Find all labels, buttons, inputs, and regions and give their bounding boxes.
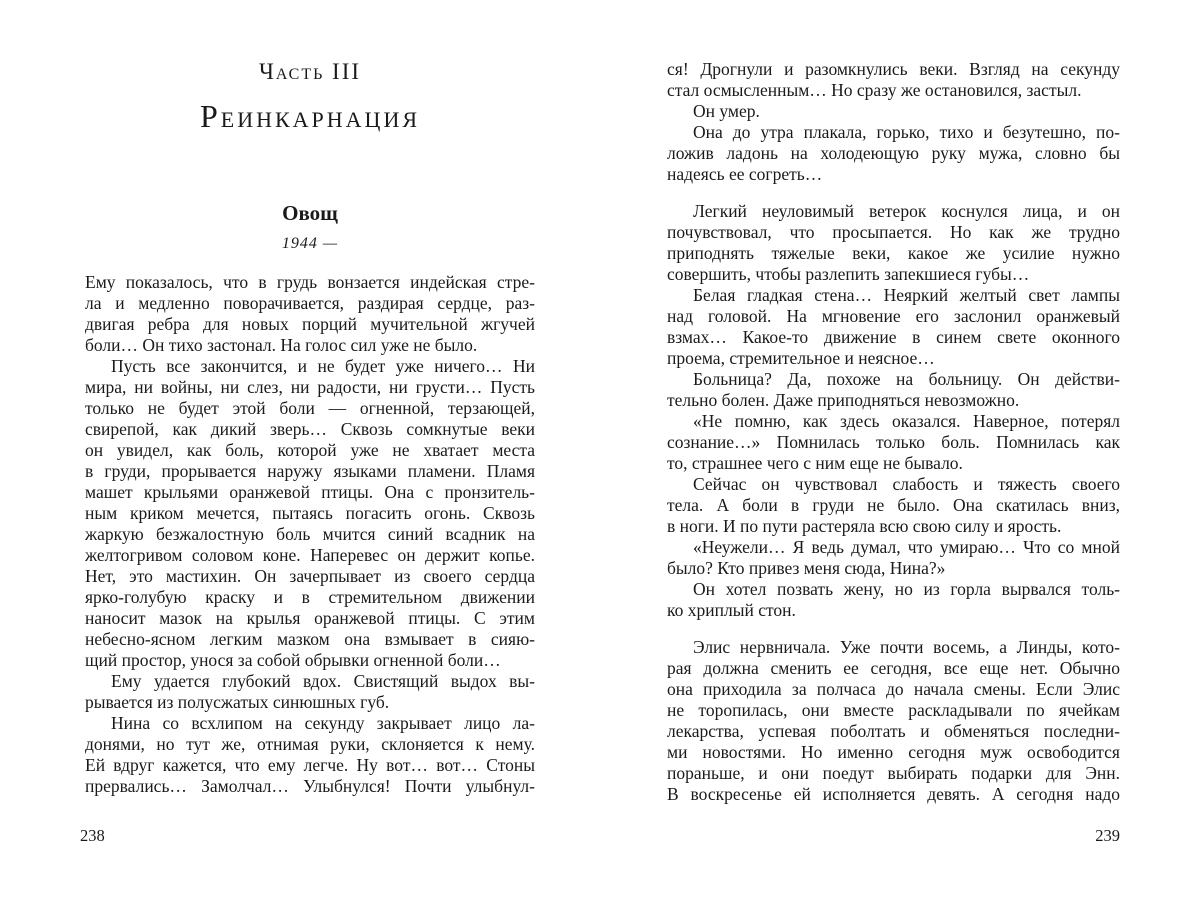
text-line: Нина со всхлипом на секунду закрывает лицо ла- — [111, 713, 535, 733]
page-right — [667, 0, 1120, 900]
paragraph — [667, 101, 1120, 122]
page-left — [80, 0, 535, 900]
text-line: она приходила за полчаса до начала смены. Если Элис — [667, 679, 1120, 699]
part-title: Реинкарнация — [199, 98, 421, 134]
text-line: в ноги. И по пути растеряла всю свою силу и ярость. — [667, 516, 1062, 536]
page-right-body-text — [667, 59, 1120, 805]
text-line: Ей вдруг кажется, что ему легче. Ну вот… вот… Стоны — [85, 755, 535, 775]
text-line: небесно-ясном легким мазком она взмывает в сияю- — [85, 629, 535, 649]
text-line: жаркую безжалостную боль мчится синий всадник на — [85, 524, 535, 544]
chapter-title: Овощ — [282, 201, 338, 225]
text-line: надеясь ее согреть… — [667, 164, 823, 184]
text-line: свирепой, как дикий зверь… Сквозь сомкнутые веки — [85, 419, 535, 439]
text-line: Пусть все закончится, и не будет уже ничего… Ни — [111, 356, 535, 376]
page-left-body-text — [85, 272, 535, 797]
text-line: совершить, чтобы разлепить запекшиеся губы… — [667, 264, 1030, 284]
paragraph — [667, 579, 1120, 621]
text-line: он увидел, как боль, которой уже не хватает места — [85, 440, 535, 460]
text-line: боли… Он тихо застонал. На голос сил уже не было. — [85, 335, 478, 355]
text-line: ложив ладонь на холодеющую руку мужа, словно бы — [667, 143, 1120, 163]
text-line: мира, ни войны, ни слез, ни радости, ни грусти… Пусть — [85, 377, 535, 397]
text-line: «Неужели… Я ведь думал, что умираю… Что со мной — [693, 537, 1120, 557]
text-line: приподнять тяжелые веки, какое же усилие нужно — [667, 243, 1120, 263]
text-line: ярко-голубую краску и в стремительном движении — [85, 587, 535, 607]
text-line: двигая ребра для новых порций мучительной жгучей — [85, 314, 535, 334]
text-line: Сейчас он чувствовал слабость и тяжесть своего — [693, 474, 1120, 494]
text-line: то, страшнее чего с ним еще не бывало. — [667, 453, 963, 473]
paragraph — [85, 713, 535, 797]
paragraph — [85, 356, 535, 671]
text-line: Ему показалось, что в грудь вонзается индейская стре- — [85, 272, 535, 292]
text-line: почувствовал, что просыпается. Но как же трудно — [667, 222, 1120, 242]
paragraph — [667, 59, 1120, 101]
text-line: лекарства, успевая поболтать и обменяться последни- — [667, 721, 1120, 741]
paragraph — [667, 201, 1120, 285]
text-line: тела. А боли в груди не было. Она скатилась вниз, — [667, 495, 1120, 515]
part-label: Часть III — [258, 59, 362, 84]
text-line: пораньше, и они поедут выбирать подарки для Энн. — [667, 763, 1120, 783]
text-line: желтогривом соловом коне. Наперевес он держит копье. — [85, 545, 535, 565]
text-line: не торопилась, они вместе раскладывали по ячейкам — [667, 700, 1120, 720]
text-line: ко хриплый стон. — [667, 600, 796, 620]
paragraph — [85, 671, 535, 713]
text-line: машет крыльями оранжевой птицы. Она с пронзитель- — [85, 482, 535, 502]
text-line: ми новостями. Но именно сегодня муж освободится — [667, 742, 1120, 762]
paragraph — [667, 122, 1120, 185]
text-line: донями, но тут же, отнимая руки, склоняется к нему. — [85, 734, 535, 754]
text-line: «Не помню, как здесь оказался. Наверное, потерял — [693, 411, 1120, 431]
text-line: Больница? Да, похоже на больницу. Он действи- — [693, 369, 1120, 389]
text-line: Она до утра плакала, горько, тихо и безутешно, по- — [693, 122, 1120, 142]
paragraph — [667, 411, 1120, 474]
text-line: рая должна сменить ее сегодня, все еще нет. Обычно — [667, 658, 1120, 678]
text-line: сознание…» Помнилась только боль. Помнилась как — [667, 432, 1120, 452]
text-line: прервались… Замолчал… Улыбнулся! Почти улыбнул- — [85, 776, 535, 796]
chapter-header — [85, 58, 535, 254]
text-line: тельно болен. Даже приподняться невозможно. — [667, 390, 1020, 410]
text-line: стал осмысленным… Но сразу же остановился, застыл. — [667, 80, 1082, 100]
text-line: ся! Дрогнули и разомкнулись веки. Взгляд на секунду — [667, 59, 1120, 79]
text-line: ла и медленно поворачивается, раздирая сердце, раз- — [85, 293, 535, 313]
paragraph — [667, 537, 1120, 579]
paragraph — [85, 272, 535, 356]
text-line: ным криком мечется, пытаясь погасить огонь. Сквозь — [85, 503, 535, 523]
text-line: Белая гладкая стена… Неяркий желтый свет лампы — [693, 285, 1120, 305]
text-line: над головой. На мгновение его заслонил оранжевый — [667, 306, 1120, 326]
text-line: Он умер. — [693, 101, 760, 121]
text-line: Элис нервничала. Уже почти восемь, а Линды, кото- — [693, 637, 1120, 657]
paragraph — [667, 285, 1120, 369]
text-line: в груди, прорывается наружу языками пламени. Пламя — [85, 461, 535, 481]
paragraph — [667, 474, 1120, 537]
text-line: рывается из полусжатых синюшных губ. — [85, 692, 390, 712]
text-line: было? Кто привез меня сюда, Нина?» — [667, 558, 946, 578]
text-line: Ему удается глубокий вдох. Свистящий выдох вы- — [111, 671, 535, 691]
text-line: Легкий неуловимый ветерок коснулся лица, и он — [693, 201, 1120, 221]
text-line: Нет, это мастихин. Он зачерпывает из своего сердца — [85, 566, 535, 586]
paragraph — [667, 637, 1120, 805]
text-line: Он хотел позвать жену, но из горла вырвался толь- — [693, 579, 1120, 599]
paragraph — [667, 369, 1120, 411]
page-number-left: 238 — [80, 826, 105, 845]
chapter-date: 1944 — — [281, 235, 339, 252]
text-line: В воскресенье ей исполняется девять. А сегодня надо — [667, 784, 1120, 804]
text-line: взмах… Какое-то движение в синем свете оконного — [667, 327, 1120, 347]
text-line: наносит мазок на крылья оранжевой птицы. С этим — [85, 608, 535, 628]
text-line: только не будет этой боли — огненной, терзающей, — [85, 398, 535, 418]
page-number-right: 239 — [1095, 826, 1120, 845]
text-line: щий простор, унося за собой обрывки огненной боли… — [85, 650, 501, 670]
text-line: проема, стремительное и неясное… — [667, 348, 935, 368]
